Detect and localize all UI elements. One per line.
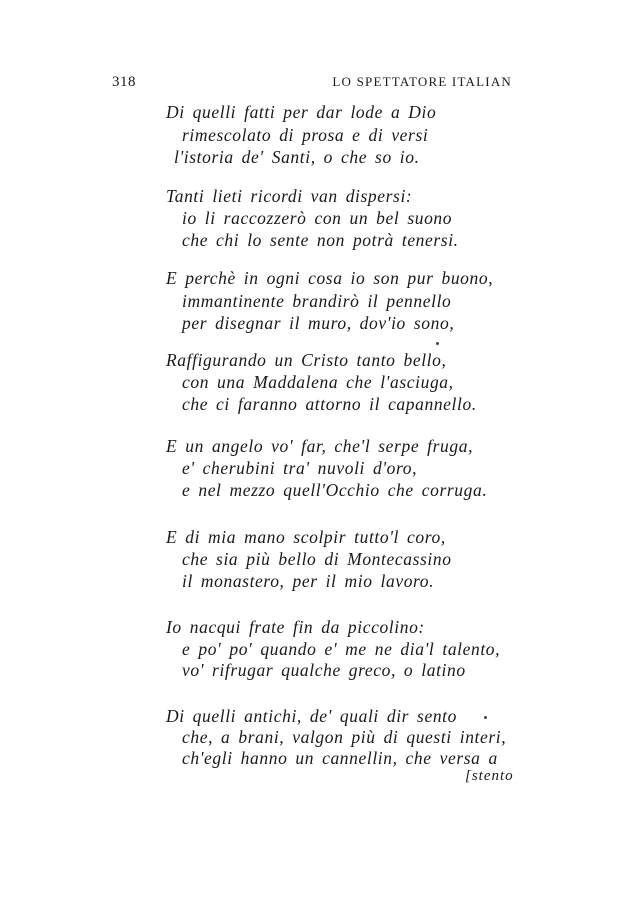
ink-speck <box>484 716 487 719</box>
poem-line: con una Maddalena che l'asciuga, <box>182 372 454 392</box>
poem-line: Di quelli antichi, de' quali dir sento <box>166 706 457 726</box>
poem-line: che sia più bello di Montecassino <box>182 549 452 569</box>
ink-speck <box>436 342 439 345</box>
poem-line: e po' po' quando e' me ne dia'l talento, <box>182 639 501 659</box>
poem-line: e nel mezzo quell'Occhio che corruga. <box>182 480 488 500</box>
poem-line: ch'egli hanno un cannellin, che versa a <box>182 748 498 768</box>
poem-line: E un angelo vo' far, che'l serpe fruga, <box>166 436 474 456</box>
poem-line: che chi lo sente non potrà tenersi. <box>182 230 459 250</box>
poem-line: che ci faranno attorno il capannello. <box>182 394 477 414</box>
poem-line: E perchè in ogni cosa io son pur buono, <box>166 268 494 288</box>
poem-line: immantinente brandirò il pennello <box>182 291 452 311</box>
poem-line: che, a brani, valgon più di questi interi, <box>182 727 507 747</box>
poem-line: io li raccozzerò con un bel suono <box>182 208 453 228</box>
poem-line: vo' rifrugar qualche greco, o latino <box>182 660 466 680</box>
running-title: LO SPETTATORE ITALIAN <box>332 74 512 89</box>
page-number: 318 <box>112 74 136 90</box>
poem-line: per disegnar il muro, dov'io sono, <box>182 313 455 333</box>
poem-line: Io nacqui frate fin da piccolino: <box>166 617 425 637</box>
poem-line: Raffigurando un Cristo tanto bello, <box>166 350 447 370</box>
poem-line: l'istoria de' Santi, o che so io. <box>174 147 420 167</box>
poem-line: rimescolato di prosa e di versi <box>182 125 429 145</box>
poem-line: e' cherubini tra' nuvoli d'oro, <box>182 458 418 478</box>
catchword: [stento <box>465 768 514 784</box>
poem-line: Di quelli fatti per dar lode a Dio <box>166 102 437 122</box>
poem-line: il monastero, per il mio lavoro. <box>182 571 435 591</box>
poem-line: E di mia mano scolpir tutto'l coro, <box>166 527 446 547</box>
poem-line: Tanti lieti ricordi van dispersi: <box>166 186 413 206</box>
